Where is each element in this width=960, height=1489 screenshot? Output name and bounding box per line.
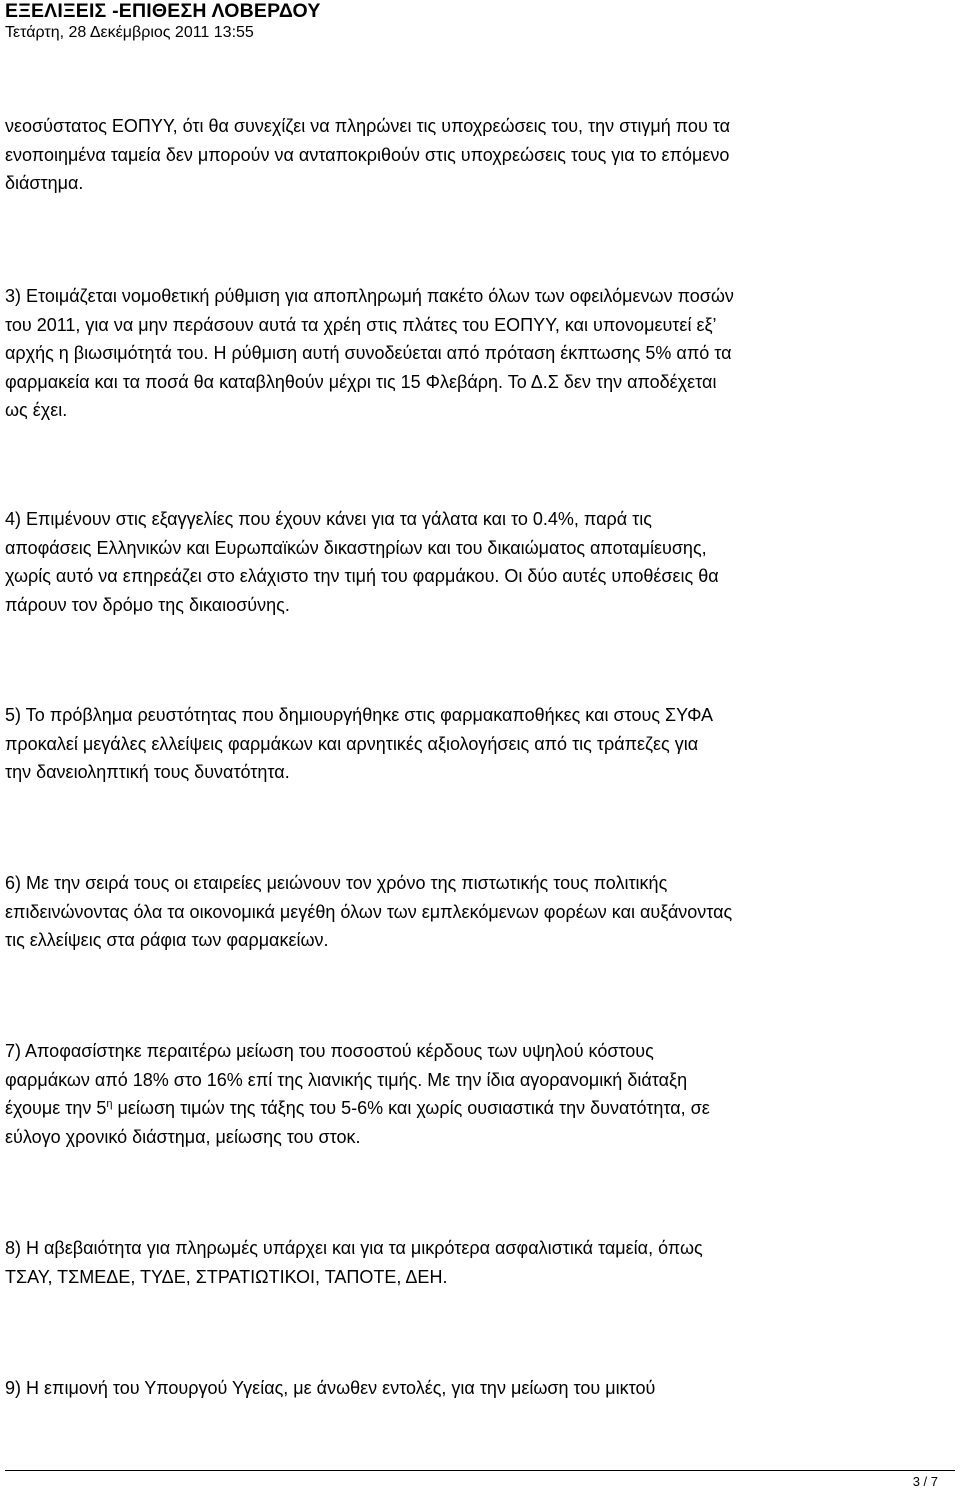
text-line: του 2011, για να μην περάσουν αυτά τα χρέη στις πλάτες του ΕΟΠΥΥ, και υπονομευτεί εξ’ [5, 314, 717, 335]
text-line: αποφάσεις Ελληνικών και Ευρωπαϊκών δικαστηρίων και του δικαιώματος αποταμίευσης, [5, 537, 707, 558]
text-line: αρχής η βιωσιμότητά του. Η ρύθμιση αυτή συνοδεύεται από πρόταση έκπτωσης 5% από τα [5, 343, 732, 364]
text-line: 3) Ετοιμάζεται νομοθετική ρύθμιση για αποπληρωμή πακέτο όλων των οφειλόμενων ποσών [5, 286, 734, 306]
footer-divider [5, 1470, 955, 1471]
text-line: 7) Αποφασίστηκε περαιτέρω μείωση του ποσοστού κέρδους των υψηλού κόστους [5, 1041, 654, 1061]
document-header [5, 0, 955, 43]
text-line: τις ελλείψεις στα ράφια των φαρμακείων. [5, 930, 329, 951]
page-number: 3 / 7 [912, 1474, 938, 1489]
paragraph-item-9 [5, 1374, 951, 1403]
paragraph-item-8 [5, 1234, 951, 1291]
text-line: ενοποιημένα ταμεία δεν μπορούν να ανταποκριθούν στις υποχρεώσεις τους για το επόμενο [5, 144, 730, 165]
text-line: εύλογο χρονικό διάστημα, μείωσης του στοκ. [5, 1126, 361, 1147]
paragraph-continuation [5, 112, 951, 198]
text-line: φαρμακεία και τα ποσά θα καταβληθούν μέχρι τις 15 Φλεβάρη. Το Δ.Σ δεν την αποδέχεται [5, 371, 717, 392]
text-line: 4) Επιμένουν στις εξαγγελίες που έχουν κάνει για τα γάλατα και το 0.4%, παρά τις [5, 509, 652, 529]
ordinal-superscript: η [106, 1098, 113, 1111]
text-line: ΤΣΑΥ, ΤΣΜΕΔΕ, ΤΥΔΕ, ΣΤΡΑΤΙΩΤΙΚΟΙ, ΤΑΠΟΤΕ, ΔΕΗ. [5, 1266, 448, 1287]
text-line: 9) Η επιμονή του Υπουργού Υγείας, με άνωθεν εντολές, για την μείωση του μικτού [5, 1378, 656, 1398]
text-fragment: έχουμε την 5 [5, 1098, 107, 1119]
text-line: επιδεινώνοντας όλα τα οικονομικά μεγέθη όλων των εμπλεκόμενων φορέων και αυξάνοντας [5, 901, 733, 922]
text-fragment: μείωση τιμών της τάξης του 5-6% και χωρίς ουσιαστικά την δυνατότητα, σε [112, 1098, 710, 1119]
text-line: προκαλεί μεγάλες ελλείψεις φαρμάκων και αρνητικές αξιολογήσεις από τις τράπεζες για [5, 733, 699, 754]
paragraph-item-4 [5, 505, 951, 619]
document-date: Τετάρτη, 28 Δεκέμβριος 2011 13:55 [5, 24, 254, 41]
text-line-with-superscript [5, 1094, 951, 1123]
text-line: χωρίς αυτό να επηρεάζει στο ελάχιστο την τιμή του φαρμάκου. Οι δύο αυτές υποθέσεις θα [5, 566, 719, 587]
paragraph-item-7 [5, 1037, 951, 1151]
paragraph-item-5 [5, 701, 951, 787]
text-line: 6) Με την σειρά τους οι εταιρείες μειώνουν τον χρόνο της πιστωτικής τους πολιτικής [5, 873, 668, 893]
text-line: διάστημα. [5, 173, 84, 194]
text-line: την δανειοληπτική τους δυνατότητα. [5, 762, 290, 783]
paragraph-item-6 [5, 869, 951, 955]
text-line: ως έχει. [5, 400, 68, 421]
paragraph-item-3 [5, 282, 951, 425]
text-line: 8) Η αβεβαιότητα για πληρωμές υπάρχει και για τα μικρότερα ασφαλιστικά ταμεία, όπως [5, 1238, 703, 1258]
text-line: 5) Το πρόβλημα ρευστότητας που δημιουργήθηκε στις φαρμακαποθήκες και στους ΣΥΦΑ [5, 705, 713, 725]
text-line: νεοσύστατος ΕΟΠΥΥ, ότι θα συνεχίζει να πληρώνει τις υποχρεώσεις του, την στιγμή που τα [5, 116, 731, 136]
text-line: πάρουν τον δρόμο της δικαιοσύνης. [5, 594, 290, 615]
text-line: φαρμάκων από 18% στο 16% επί της λιανικής τιμής. Με την ίδια αγορανομική διάταξη [5, 1069, 688, 1090]
document-title: ΕΞΕΛΙΞΕΙΣ -ΕΠΙΘΕΣΗ ΛΟΒΕΡΔΟΥ [5, 0, 321, 22]
